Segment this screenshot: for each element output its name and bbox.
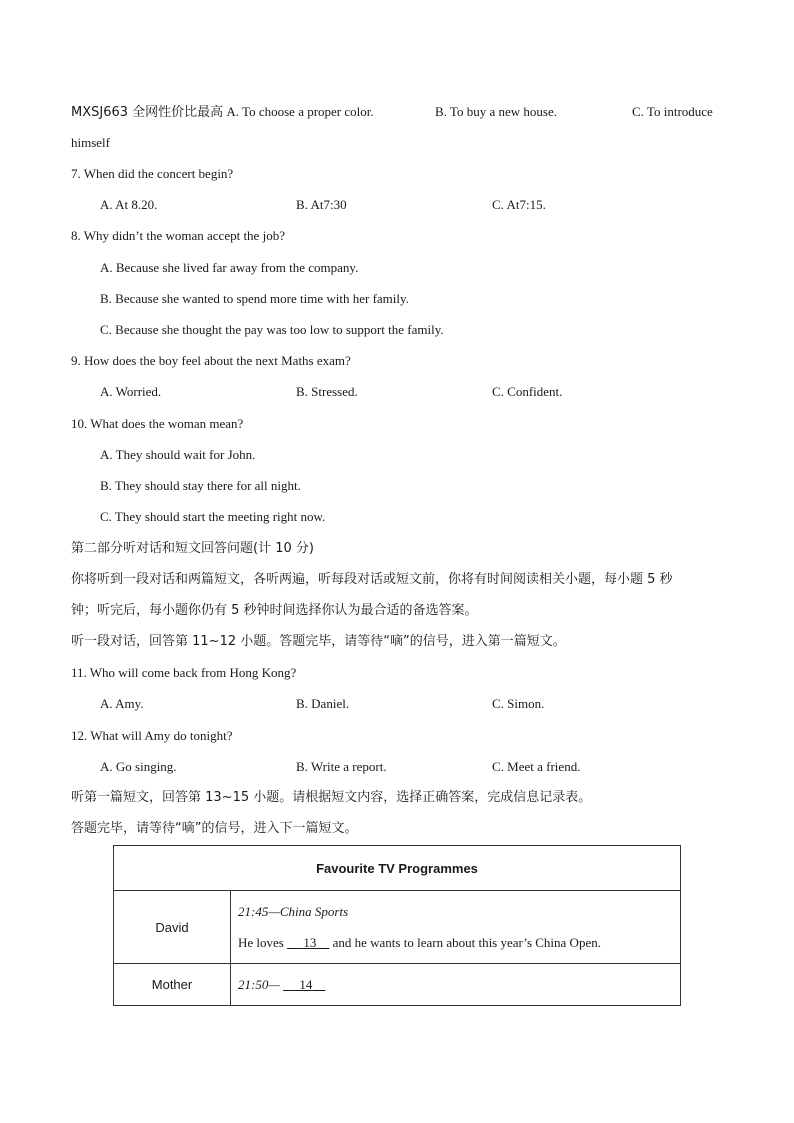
tv-programmes-table [113,845,681,1006]
q6-options-line [71,104,374,121]
q8-question: 8. Why didn’t the woman accept the job? [71,228,285,243]
q7-option-c: C. At7:15. [492,197,546,212]
q10-option-c: C. They should start the meeting right now. [100,509,326,524]
passage1-instructions-1: 听第一篇短文，回答第 13~15 小题。请根据短文内容，选择正确答案，完成信息记录表。 [71,790,592,805]
q9-option-a: A. Worried. [100,384,162,399]
part2-instructions-2: 钟；听完后，每小题你仍有 5 秒钟时间选择你认为最合适的备选答案。 [71,603,478,618]
row-detail [231,891,681,964]
answer-blank-13 [287,935,329,950]
row-detail [231,964,681,1006]
q7-question: 7. When did the concert begin? [71,166,234,181]
q9-question: 9. How does the boy feel about the next Maths exam? [71,353,351,368]
description-post: and he wants to learn about this year’s China Open. [329,934,601,950]
q7-option-b: B. At7:30 [296,197,347,212]
dialog-instructions: 听一段对话，回答第 11~12 小题。答题完毕，请等待“嘀”的信号，进入第一篇短文。 [71,634,566,649]
q8-option-a: A. Because she lived far away from the company. [100,260,359,275]
q11-option-a: A. Amy. [100,696,144,711]
q11-question: 11. Who will come back from Hong Kong? [71,665,297,680]
q12-option-a: A. Go singing. [100,759,177,774]
q12-option-c: C. Meet a friend. [492,759,581,774]
q12-option-b: B. Write a report. [296,759,387,774]
q10-option-a: A. They should wait for John. [100,447,256,462]
answer-blank-14 [283,977,325,992]
q9-option-b: B. Stressed. [296,384,358,399]
programme-time: 21:50— [238,976,284,992]
part2-instructions-1: 你将听到一段对话和两篇短文，各听两遍，听每段对话或短文前，你将有时间阅读相关小题，每小题 5 秒 [71,572,673,587]
q10-option-b: B. They should stay there for all night. [100,478,301,493]
blank-number: 13 [303,934,317,950]
q6-option-b: B. To buy a new house. [435,104,557,119]
q7-option-a: A. At 8.20. [100,197,158,212]
table-row [114,891,681,964]
description-line [238,935,679,951]
q12-question: 12. What will Amy do tonight? [71,728,233,743]
programme-line: 21:45—China Sports [238,903,349,919]
description-pre: He loves [238,934,288,950]
q11-option-b: B. Daniel. [296,696,350,711]
row-name: David [114,891,231,964]
q8-option-b: B. Because she wanted to spend more time with her family. [100,291,409,306]
q11-option-c: C. Simon. [492,696,545,711]
table-row [114,964,681,1006]
q6-option-c: C. To introduce [632,104,713,119]
blank-number: 14 [299,976,313,992]
q9-option-c: C. Confident. [492,384,563,399]
q10-question: 10. What does the woman mean? [71,416,244,431]
q6-option-c-continued: himself [71,135,110,150]
row-name: Mother [114,964,231,1006]
ad-prefix: MXSJ663 全网性价比最高 [71,105,224,120]
table-title: Favourite TV Programmes [114,846,681,891]
q6-option-a: A. To choose a proper color. [226,104,374,119]
passage1-instructions-2: 答题完毕，请等待“嘀”的信号，进入下一篇短文。 [71,821,358,836]
part2-heading: 第二部分听对话和短文回答问题(计 10 分) [71,541,314,556]
q8-option-c: C. Because she thought the pay was too low to support the family. [100,322,444,337]
